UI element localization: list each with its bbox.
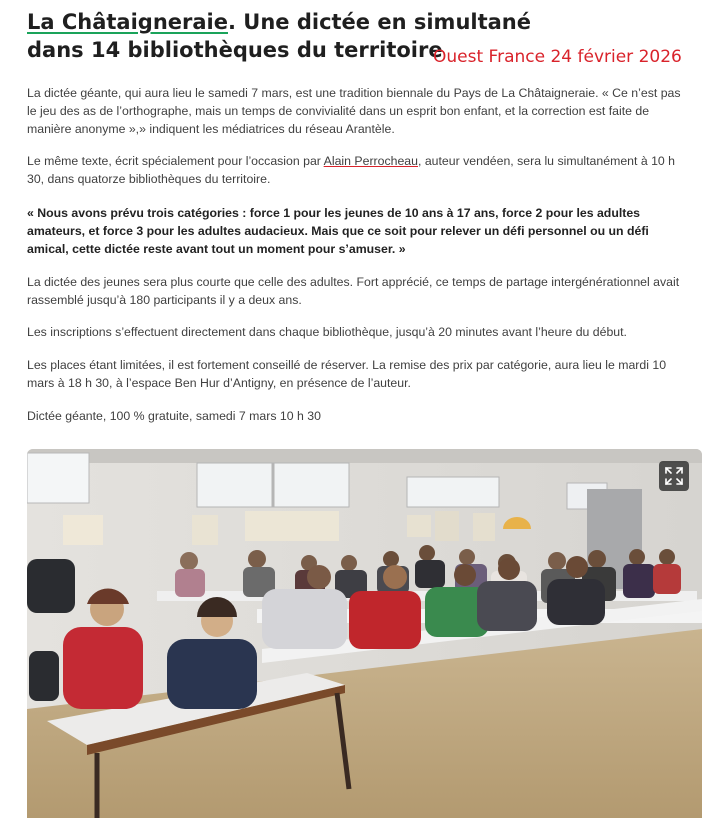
paragraph-2-start: Le même texte, écrit spécialement pour l’occasion par: [27, 154, 324, 168]
expand-icon: [665, 467, 683, 485]
photo-illustration: [27, 449, 702, 818]
paragraph-7: Dictée géante, 100 % gratuite, samedi 7 mars 10 h 30: [27, 409, 321, 423]
article-photo[interactable]: [27, 449, 702, 818]
paragraph-5: Les inscriptions s’effectuent directement dans chaque bibliothèque, jusqu’à 20 minutes avant l’heure du début.: [27, 325, 627, 339]
paragraph-1: La dictée géante, qui aura lieu le samedi 7 mars, est une tradition biennale du Pays de La Châtaigneraie. « Ce n’est pas le jeu des as de l’orthographe, mais un temps de convivialité dans un esprit bon enfant, et la correction est faite de manière anonyme »,» indiquent les médiatrices du réseau Arantèle.: [27, 86, 681, 136]
author-link[interactable]: Alain Perrocheau: [323, 154, 418, 168]
paragraph-2-end: , auteur vendéen, sera lu simultanément à 10 h 30, dans quatorze bibliothèques du territoire.: [27, 154, 676, 186]
paragraph-3-quote: « Nous avons prévu trois catégories : force 1 pour les jeunes de 10 ans à 17 ans, force 2 pour les adultes amateurs, et force 3 pour les adultes audacieux. Mais que ce soit pour relever un défi personnel ou un défi amical, cette dictée reste avant tout un moment pour s’amuser. »: [27, 206, 649, 256]
paragraph-6: Les places étant limitées, il est fortement conseillé de réserver. La remise des prix par catégorie, aura lieu le mardi 10 mars à 18 h 30, à l’espace Ben Hur d’Antigny, en présence de l’auteur.: [27, 358, 667, 390]
source-tag: Ouest France 24 février 2026: [433, 47, 682, 67]
title-text: . Une dictée en simultané dans 14 bibliothèques du territoire: [27, 10, 531, 62]
paragraph-4: La dictée des jeunes sera plus courte que celle des adultes. Fort apprécié, ce temps de partage intergénérationnel avait rassemblé jusqu’à 180 participants il y a deux ans.: [27, 275, 680, 307]
title-link[interactable]: La Châtaigneraie: [27, 10, 228, 34]
expand-photo-button[interactable]: [659, 461, 689, 491]
paragraph-2: [27, 152, 692, 188]
